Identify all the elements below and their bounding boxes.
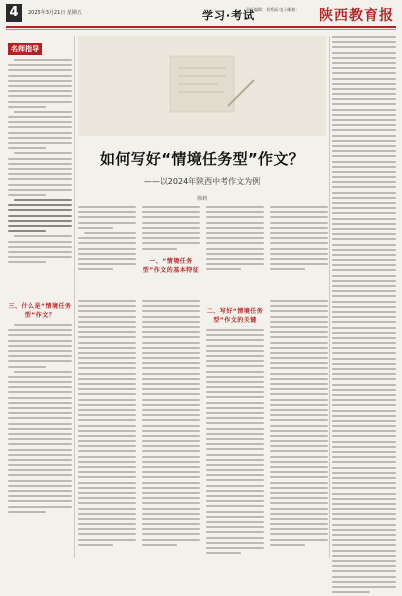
section-heading: 二、写好“情境任务型”作文的关键 — [206, 308, 264, 324]
header-rule — [6, 26, 396, 28]
article-headline: 如何写好“情境任务型”作文？ — [100, 150, 304, 168]
left-column-lower — [8, 295, 72, 516]
right-column — [332, 36, 396, 596]
body-column-4-lower — [270, 300, 328, 549]
body-column-3-lower — [206, 300, 264, 557]
article-subtitle: ——以2024年陕西中考作文为例 — [143, 177, 261, 186]
body-column-3 — [206, 206, 264, 273]
section-heading: 一、“情境任务型”作文的基本特征 — [142, 257, 200, 274]
column-divider — [329, 36, 330, 558]
section-title: 学习·考试 — [202, 9, 256, 22]
editor-info: 责任编辑：刘秀丽 电子邮箱： — [246, 7, 300, 12]
body-column-2 — [142, 206, 200, 279]
left-column-text — [8, 59, 72, 263]
issue-date: 2025年3月21日 星期五 — [28, 10, 82, 16]
body-column-4 — [270, 206, 328, 273]
page-number: 4 — [6, 4, 22, 22]
body-column-1-lower — [78, 300, 136, 549]
body-column-1 — [78, 206, 136, 273]
left-column — [8, 36, 72, 267]
body-column-2-lower — [142, 300, 200, 549]
article-illustration — [78, 36, 326, 136]
section-heading: 三、什么是“情境任务型”作文？ — [8, 303, 72, 319]
header-rule-thin — [6, 29, 396, 30]
page-header — [6, 4, 398, 24]
article-byline: 徐莉 — [196, 196, 207, 202]
column-tag: 名师指导 — [8, 43, 42, 55]
column-divider — [74, 36, 75, 558]
masthead-logo: 陕西教育报 — [319, 8, 394, 24]
